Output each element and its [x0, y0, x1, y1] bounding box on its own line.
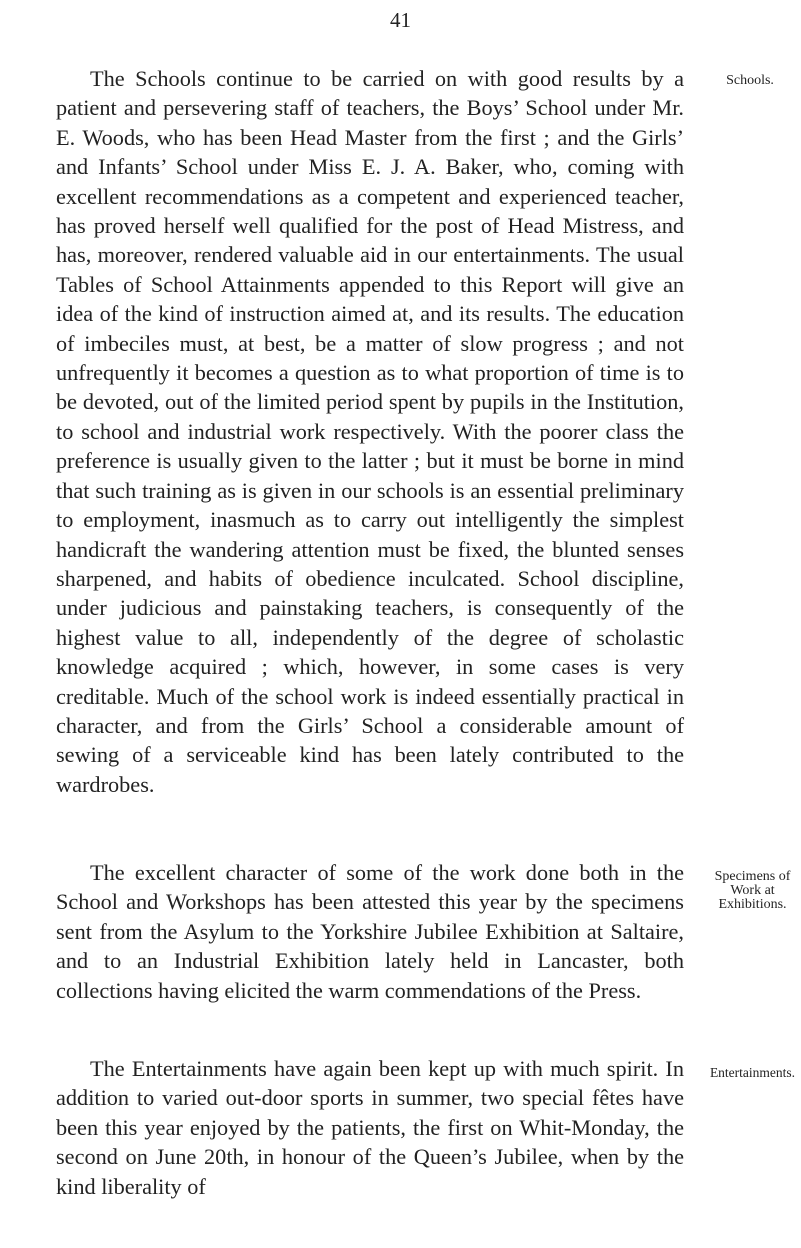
margin-note-entertainments: Entertainments.: [709, 1065, 796, 1080]
margin-note-specimens-line: Exhibitions.: [718, 897, 787, 912]
margin-note-specimens-line: Work at: [730, 883, 775, 898]
margin-note-schools: Schools.: [726, 73, 774, 88]
margin-note-specimens-line: Specimens of: [714, 869, 791, 884]
paragraph-specimens: The excellent character of some of the work done both in the School and Workshops has been attested this year by the specimens sent from the Asylum to the Yorkshire Jubilee Exhibition at Saltaire, and to an Industrial Exhibition lately held in Lancaster, both collections having elicited the warm commendations of the Press.: [56, 860, 684, 1003]
paragraph-schools: The Schools continue to be carried on with good results by a patient and persevering staff of teachers, the Boys’ School under Mr. E. Woods, who has been Head Master from the first ; and the Girls’ and Infants’ School under Miss E. J. A. Baker, who, coming with excellent recommendations as a competent and experienced teacher, has proved herself well qualified for the post of Head Mistress, and has, moreover, rendered valuable aid in our entertainments. The usual Tables of School Attainments appended to this Report will give an idea of the kind of instruction aimed at, and its results. The education of imbeciles must, at best, be a matter of slow progress ; and not unfrequently it becomes a question as to what proportion of time is to be devoted, out of the limited period spent by pupils in the Institution, to school and industrial work respectively. With the poorer class the preference is usually given to the latter ; but it must be borne in mind that such training as is given in our schools is an essential preliminary to employment, inasmuch as to carry out intelligently the simplest handicraft the wandering attention must be fixed, the blunted senses sharpened, and habits of obedience inculcated. School discipline, under judicious and painstaking teachers, is consequently of the highest value to all, independently of the degree of scholastic knowledge acquired ; which, however, in some cases is very creditable. Much of the school work is indeed essentially practical in character, and from the Girls’ School a considerable amount of sewing of a serviceable kind has been lately contributed to the wardrobes.: [56, 66, 684, 797]
page-number: 41: [390, 8, 411, 32]
paragraph-entertainments: The Entertainments have again been kept up with much spirit. In addition to varied out-door sports in summer, two special fêtes have been this year enjoyed by the patients, the first on Whit-Monday, the second on June 20th, in honour of the Queen’s Jubilee, when by the kind liberality of: [56, 1056, 684, 1199]
margin-note-specimens: [704, 870, 801, 912]
